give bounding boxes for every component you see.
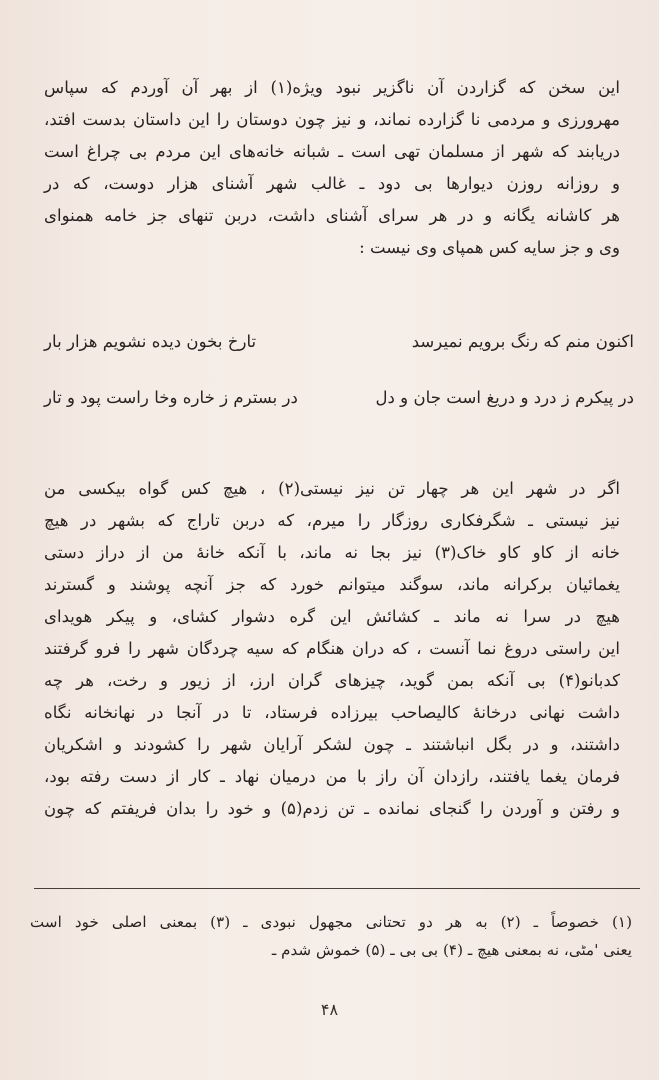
- verse-hemistich-left: در بسترم ز خاره وخا راست پود و تار: [44, 388, 298, 407]
- page-number: ۴۸: [320, 1000, 339, 1019]
- paragraph-1: [44, 72, 620, 264]
- text-line: داشت نهانی درخانهٔ کالیصاحب بیرزاده فرستاد، تا در آنجا در نهانخانه نگاه: [44, 703, 620, 722]
- text-line: اگر در شهر این هر چهار تن نیز نیستی(۲) ، هیچ کس گواه بیکسی من: [44, 479, 620, 498]
- verse-hemistich-left: تارخ بخون دیده نشویم هزار بار: [44, 332, 257, 351]
- footnote-line: (۱) خصوصاً ـ (۲) به هر دو تحتانی مجهول نبودی ـ (۳) بمعنی اصلی خود است: [30, 913, 632, 931]
- verse-line: [44, 327, 634, 383]
- verse-block: [44, 327, 634, 439]
- text-line: نیز نیستی ـ شگرفکاری روزگار را میرم، که دربن تاراج که بشهر در هیچ: [44, 511, 620, 530]
- text-line: فرمان یغما یافتند، رازدان آن راز با من درمیان نهاد ـ کار از دست رفته بود،: [44, 767, 620, 786]
- text-line: و رفتن و آوردن را گنجای نمانده ـ تن زدم(۵) و خود را بدان فریفتم که چون: [44, 799, 620, 818]
- text-line: یغمائیان برکرانه ماند، سوگند میتوانم خورد که جز آنچه پوشند و گسترند: [44, 575, 620, 594]
- text-line: هیچ در سرا نه ماند ـ کشائش این گره دشوار کشای، و پیکر هویدای: [44, 607, 620, 626]
- footnote-divider: [34, 888, 640, 889]
- footnote-line: یعنی 'مٹی، نه بمعنی هیچ ـ (۴) بی بی ـ (۵) خموش شدم ـ: [271, 941, 632, 959]
- text-line: داشتند، و در بگل انباشتند ـ چون لشکر آرایان شهر را کشودند و اشکریان: [44, 735, 620, 754]
- text-line: و روزانه روزن دیوارها بی دود ـ غالب شهر آشنای هزار دوست، که در: [44, 174, 620, 193]
- text-line: مهرورزی و مردمی نا گزارده نماند، و نیز چون دوستان را این داستان بدست افتد،: [44, 110, 620, 129]
- verse-line: [44, 383, 634, 439]
- verse-hemistich-right: اکنون منم که رنگ برویم نمیرسد: [411, 332, 634, 351]
- text-line: هر کاشانه یگانه و در هر سرای آشنای داشت، دربن تنهای جز خامه همنوای: [44, 206, 620, 225]
- text-line: این سخن که گزاردن آن ناگزیر نبود ویژه(۱) از بهر آن آوردم که سپاس: [44, 78, 620, 97]
- text-line: این راستی دروغ نما آنست ، که دران هنگام که سیه چردگان شهر را فرو گرفتند: [44, 639, 620, 658]
- verse-hemistich-right: در پیکرم ز درد و دریغ است جان و دل: [375, 388, 634, 407]
- footnotes: [30, 908, 632, 964]
- text-line: وی و جز سایه کس همپای وی نیست :: [359, 238, 620, 257]
- paragraph-2: [44, 473, 620, 825]
- text-line: کدبانو(۴) بی آنکه بمن گوید، چیزهای گران ارز، از زیور و رخت، هر چه: [44, 671, 620, 690]
- text-line: دریابند که شهر از مسلمان تهی است ـ شبانه خانه‌های این مردم بی چراغ است: [44, 142, 620, 161]
- text-line: خانه از کاو کاو خاک(۳) نیز بجا نه ماند، با آنکه خانهٔ من از دراز دستی: [44, 543, 620, 562]
